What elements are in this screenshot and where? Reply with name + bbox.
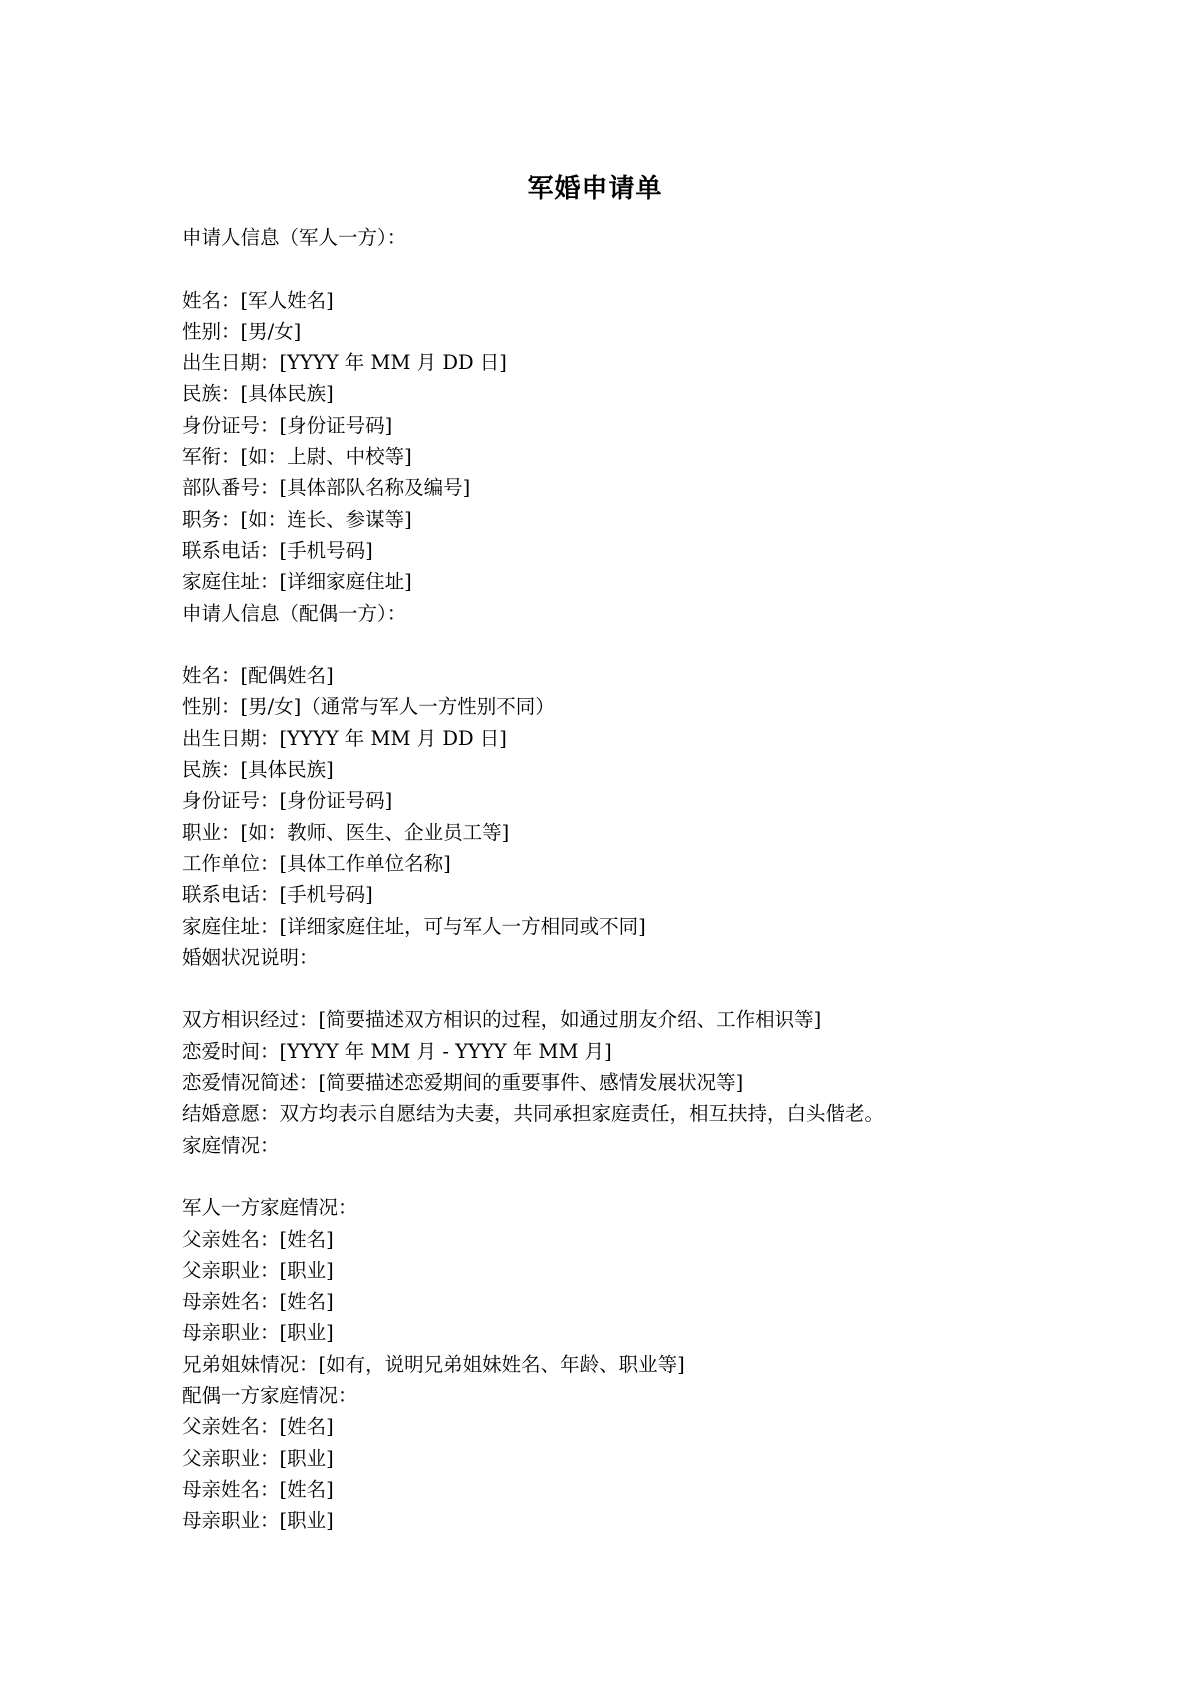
field-spouse-gender: 性别：[男/女]（通常与军人一方性别不同） (182, 695, 555, 719)
field-dating-period: 恋爱时间：[YYYY 年 MM 月 - YYYY 年 MM 月] (182, 1039, 612, 1063)
spacer (182, 1161, 1082, 1192)
field-military-phone: 联系电话：[手机号码] (182, 538, 373, 562)
field-military-birthdate: 出生日期：[YYYY 年 MM 月 DD 日] (182, 351, 507, 375)
field-military-mother-occupation: 母亲职业：[职业] (182, 1321, 334, 1345)
field-spouse-father-occupation: 父亲职业：[职业] (182, 1446, 334, 1470)
field-military-gender: 性别：[男/女] (182, 319, 302, 343)
field-spouse-phone: 联系电话：[手机号码] (182, 883, 373, 907)
field-military-rank: 军衔：[如：上尉、中校等] (182, 445, 412, 469)
field-spouse-address: 家庭住址：[详细家庭住址，可与军人一方相同或不同] (182, 914, 646, 938)
section-heading-spouse: 申请人信息（配偶一方）： (182, 601, 407, 625)
field-spouse-workplace: 工作单位：[具体工作单位名称] (182, 851, 451, 875)
field-spouse-mother-occupation: 母亲职业：[职业] (182, 1509, 334, 1533)
field-spouse-ethnicity: 民族：[具体民族] (182, 758, 334, 782)
field-relationship-summary: 恋爱情况简述：[简要描述恋爱期间的重要事件、感情发展状况等] (182, 1071, 744, 1095)
section-heading-family: 家庭情况： (182, 1133, 280, 1157)
section-heading-military: 申请人信息（军人一方）： (182, 226, 407, 249)
subsection-heading-spouse-family: 配偶一方家庭情况： (182, 1383, 358, 1407)
field-military-siblings: 兄弟姐妹情况：[如有，说明兄弟姐妹姓名、年龄、职业等] (182, 1352, 685, 1376)
field-spouse-mother-name: 母亲姓名：[姓名] (182, 1477, 334, 1501)
field-marriage-intent: 结婚意愿：双方均表示自愿结为夫妻，共同承担家庭责任，相互扶持，白头偕老。 (182, 1102, 885, 1126)
field-spouse-father-name: 父亲姓名：[姓名] (182, 1415, 334, 1439)
field-military-unit: 部队番号：[具体部队名称及编号] (182, 476, 471, 500)
field-military-id-number: 身份证号：[身份证号码] (182, 413, 393, 437)
spacer (182, 629, 1082, 660)
document-body (182, 222, 1082, 1536)
page-title: 军婚申请单 (527, 174, 663, 204)
field-military-father-occupation: 父亲职业：[职业] (182, 1258, 334, 1282)
subsection-heading-military-family: 军人一方家庭情况： (182, 1196, 358, 1220)
field-spouse-id-number: 身份证号：[身份证号码] (182, 789, 393, 813)
field-how-met: 双方相识经过：[简要描述双方相识的过程，如通过朋友介绍、工作相识等] (182, 1008, 822, 1032)
field-spouse-name: 姓名：[配偶姓名] (182, 664, 334, 688)
spacer (182, 973, 1082, 1004)
field-military-mother-name: 母亲姓名：[姓名] (182, 1290, 334, 1314)
section-heading-marriage: 婚姻状况说明： (182, 945, 319, 969)
field-spouse-birthdate: 出生日期：[YYYY 年 MM 月 DD 日] (182, 726, 507, 750)
field-military-position: 职务：[如：连长、参谋等] (182, 507, 412, 531)
spacer (182, 253, 1082, 284)
field-military-ethnicity: 民族：[具体民族] (182, 382, 334, 406)
field-spouse-occupation: 职业：[如：教师、医生、企业员工等] (182, 820, 510, 844)
field-military-name: 姓名：[军人姓名] (182, 288, 334, 312)
field-military-father-name: 父亲姓名：[姓名] (182, 1227, 334, 1251)
field-military-address: 家庭住址：[详细家庭住址] (182, 570, 412, 594)
